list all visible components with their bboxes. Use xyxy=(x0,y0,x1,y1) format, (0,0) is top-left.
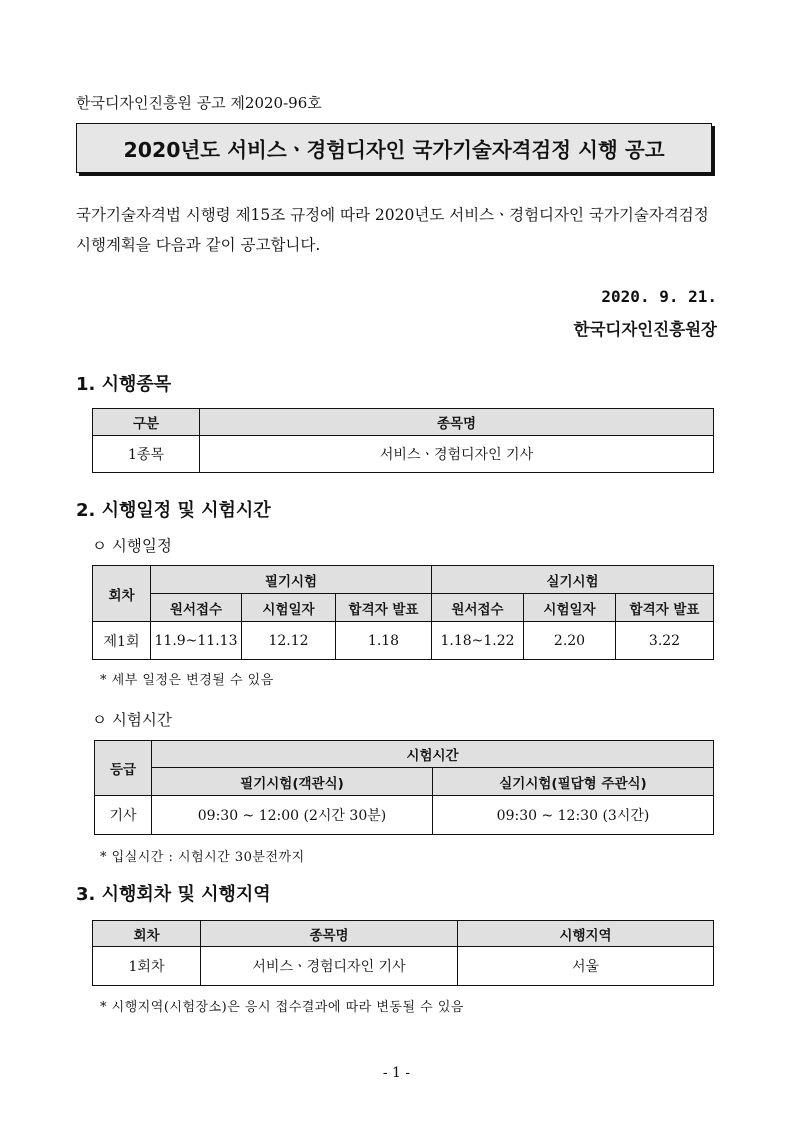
schedule-cell: 11.9~11.13 xyxy=(151,622,242,660)
section-1-heading: 1. 시행종목 xyxy=(76,374,172,395)
time-header-grade: 등급 xyxy=(95,741,152,796)
time-subheading: ㅇ 시험시간 xyxy=(92,711,172,729)
schedule-subheader: 원서접수 xyxy=(432,594,524,622)
region-header-name: 종목명 xyxy=(201,921,458,947)
item-table xyxy=(92,408,714,473)
section-3-heading: 3. 시행회차 및 시행지역 xyxy=(76,884,271,905)
page-number: - 1 - xyxy=(382,1065,411,1081)
time-cell-written: 09:30 ~ 12:00 (2시간 30분) xyxy=(152,796,433,835)
section-2-heading: 2. 시행일정 및 시험시간 xyxy=(76,500,271,521)
schedule-header-written: 필기시험 xyxy=(151,566,432,594)
time-header-time: 시험시간 xyxy=(152,741,714,768)
schedule-subheading: ㅇ 시행일정 xyxy=(92,537,172,555)
schedule-cell: 3.22 xyxy=(616,622,714,660)
schedule-header-practical: 실기시험 xyxy=(432,566,714,594)
item-table-cell-category: 1종목 xyxy=(93,436,200,473)
intro-paragraph: 국가기술자격법 시행령 제15조 규정에 따라 2020년도 서비스ㆍ경험디자인 국가기술자격검정 시행계획을 다음과 같이 공고합니다. xyxy=(76,206,709,254)
region-header-round: 회차 xyxy=(93,921,201,947)
schedule-subheader: 시험일자 xyxy=(242,594,336,622)
region-table xyxy=(92,920,714,986)
notice-date: 2020. 9. 21. xyxy=(601,287,717,306)
schedule-table xyxy=(92,565,714,660)
item-table-cell-name: 서비스ㆍ경험디자인 기사 xyxy=(200,436,714,473)
notice-number: 한국디자인진흥원 공고 제2020-96호 xyxy=(76,94,322,112)
time-cell-grade: 기사 xyxy=(95,796,152,835)
item-table-header-name: 종목명 xyxy=(200,409,714,436)
schedule-cell: 1.18~1.22 xyxy=(432,622,524,660)
issuer-name: 한국디자인진흥원장 xyxy=(573,320,717,339)
time-note: * 입실시간 : 시험시간 30분전까지 xyxy=(100,850,305,865)
schedule-note: * 세부 일정은 변경될 수 있음 xyxy=(100,673,274,688)
document-title xyxy=(76,123,712,173)
schedule-cell: 12.12 xyxy=(242,622,336,660)
schedule-subheader: 시험일자 xyxy=(524,594,616,622)
time-cell-practical: 09:30 ~ 12:30 (3시간) xyxy=(433,796,714,835)
schedule-subheader: 합격자 발표 xyxy=(336,594,432,622)
schedule-cell-round: 제1회 xyxy=(93,622,151,660)
schedule-subheader: 합격자 발표 xyxy=(616,594,714,622)
time-header-practical: 실기시험(필답형 주관식) xyxy=(433,768,714,796)
schedule-cell: 1.18 xyxy=(336,622,432,660)
document-title-text: 2020년도 서비스ㆍ경험디자인 국가기술자격검정 시행 공고 xyxy=(123,138,665,162)
exam-time-table xyxy=(94,740,714,835)
region-cell-region: 서울 xyxy=(458,947,714,986)
schedule-cell: 2.20 xyxy=(524,622,616,660)
region-note: * 시행지역(시험장소)은 응시 접수결과에 따라 변동될 수 있음 xyxy=(100,1000,464,1015)
schedule-header-round: 회차 xyxy=(93,566,151,622)
region-header-region: 시행지역 xyxy=(458,921,714,947)
region-cell-name: 서비스ㆍ경험디자인 기사 xyxy=(201,947,458,986)
item-table-header-category: 구분 xyxy=(93,409,200,436)
time-header-written: 필기시험(객관식) xyxy=(152,768,433,796)
schedule-subheader: 원서접수 xyxy=(151,594,242,622)
region-cell-round: 1회차 xyxy=(93,947,201,986)
